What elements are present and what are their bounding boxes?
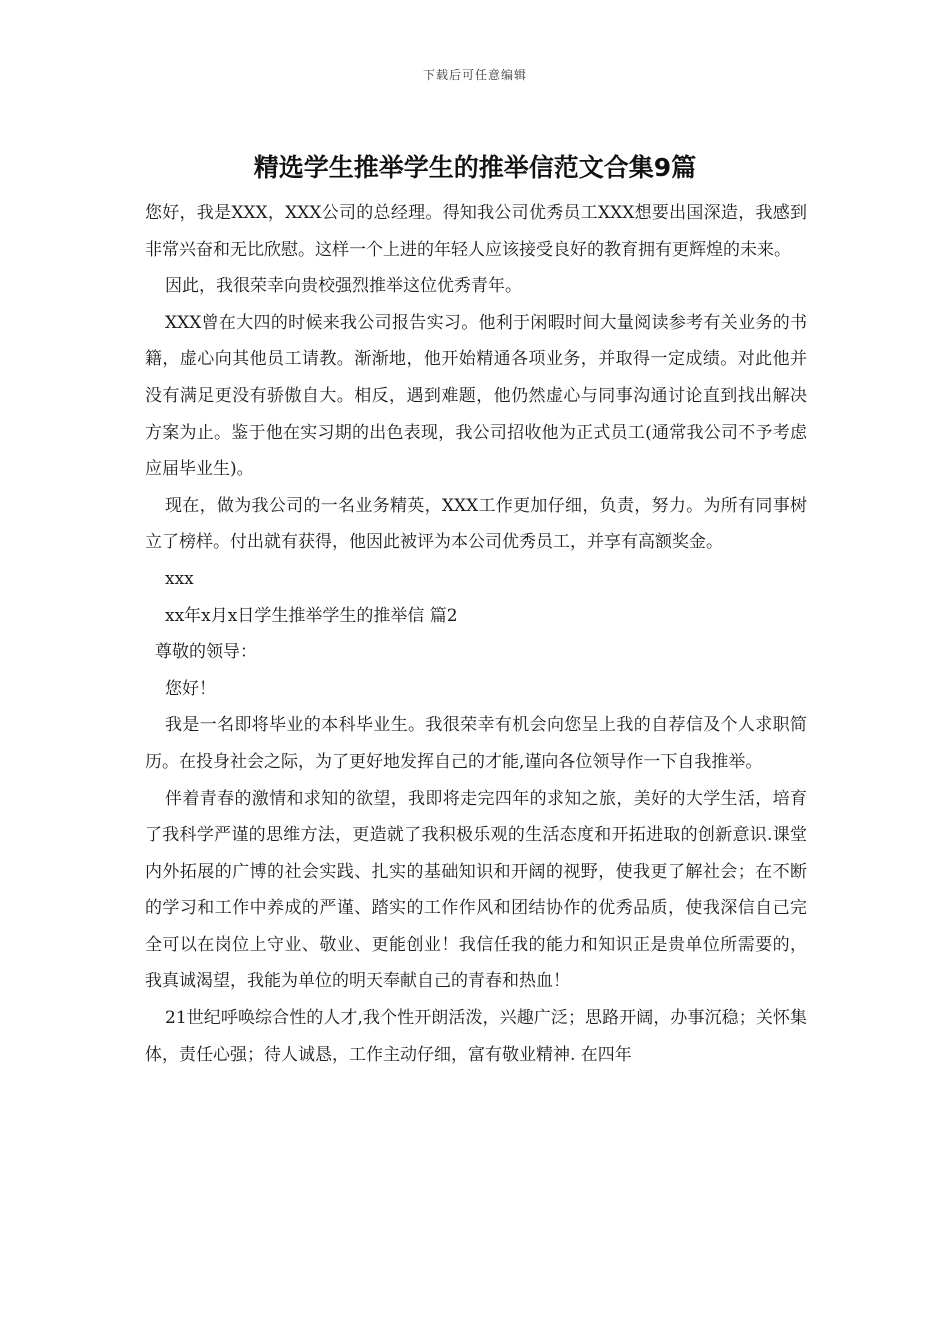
paragraph-salutation: 尊敬的领导： — [155, 642, 257, 663]
paragraph-hello: 您好！ — [165, 678, 216, 699]
paragraph-signature: xxx — [165, 568, 194, 589]
paragraph-date-heading: xx年x月x日学生推举学生的推举信 篇2 — [165, 605, 458, 626]
paragraph-university-life: 伴着青春的激情和求知的欲望，我即将走完四年的求知之旅，美好的大学生活，培育了我科学严谨的思维方法，更造就了我积极乐观的生活态度和开拓进取的创新意识.课堂内外拓展的广博的社会实践、扎实的基础知识和开阔的视野，使我更了解社会；在不断的学习和工作中养成的严谨、踏实的工作作风和团结协作的优秀品质，使我深信自己完全可以在岗位上守业、敬业、更能创业！我信任我的能力和知识正是贵单位所需要的，我真诚渴望，我能为单位的明天奉献自己的青春和热血！ — [145, 788, 807, 992]
paragraph-introduction: 我是一名即将毕业的本科毕业生。我很荣幸有机会向您呈上我的自荐信及个人求职简历。在投身社会之际，为了更好地发挥自己的才能,谨向各位领导作一下自我推举。 — [145, 715, 807, 772]
paragraph-recommend: 因此，我很荣幸向贵校强烈推举这位优秀青年。 — [165, 276, 522, 297]
paragraph-current-role: 现在，做为我公司的一名业务精英，XXX工作更加仔细，负责，努力。为所有同事树立了榜样。付出就有获得，他因此被评为本公司优秀员工，并享有高额奖金。 — [145, 495, 807, 553]
header-note: 下载后可任意编辑 — [422, 68, 527, 82]
document-title: 精选学生推举学生的推举信范文合集9篇 — [253, 153, 697, 182]
document-body — [145, 195, 807, 1073]
paragraph-personality: 21世纪呼唤综合性的人才,我个性开朗活泼，兴趣广泛；思路开阔，办事沉稳；关怀集体，责任心强；待人诚恳，工作主动仔细，富有敬业精神. 在四年 — [145, 1008, 807, 1065]
paragraph-internship: XXX曾在大四的时候来我公司报告实习。他利于闲暇时间大量阅读参考有关业务的书籍，虚心向其他员工请教。渐渐地，他开始精通各项业务，并取得一定成绩。对此他并没有满足更没有骄傲自大。相反，遇到难题，他仍然虚心与同事沟通讨论直到找出解决方案为止。鉴于他在实习期的出色表现，我公司招收他为正式员工(通常我公司不予考虑应届毕业生)。 — [145, 312, 807, 480]
paragraph-greeting: 您好，我是XXX，XXX公司的总经理。得知我公司优秀员工XXX想要出国深造，我感到非常兴奋和无比欣慰。这样一个上进的年轻人应该接受良好的教育拥有更辉煌的未来。 — [145, 203, 807, 260]
